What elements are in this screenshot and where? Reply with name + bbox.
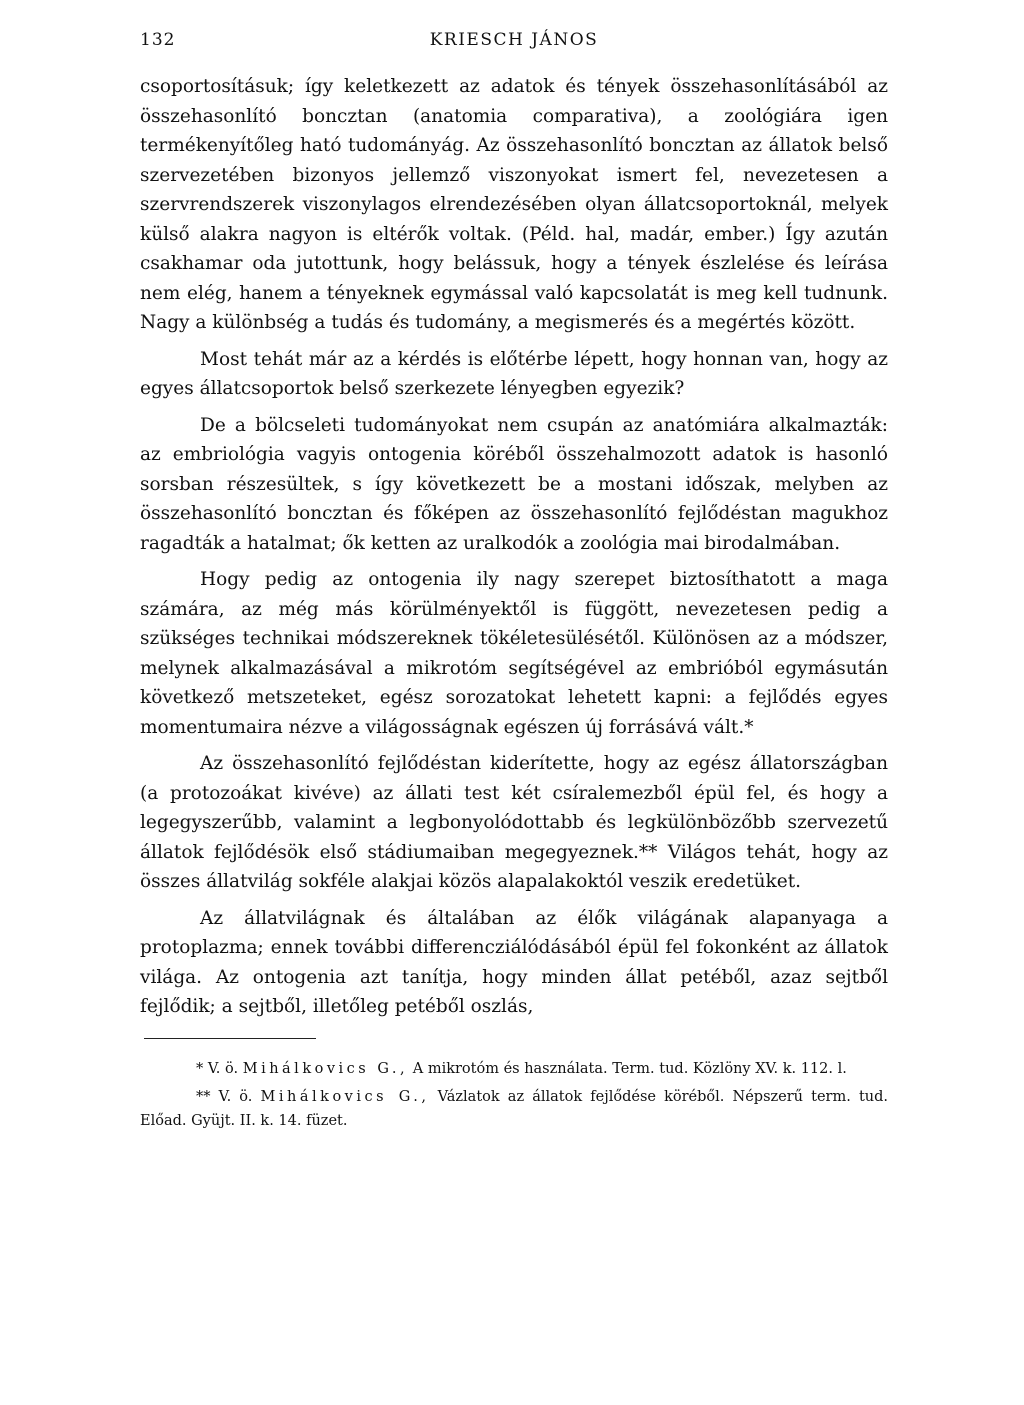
footnote-marker: ** V. ö.	[196, 1088, 253, 1105]
paragraph-continued: csoportosításuk; így keletkezett az adatok és tények összehasonlításából az összehasonlító boncztan (anatomia comparativa), a zoológiára igen termékenyítőleg ható tudományág. Az összehasonlító boncztan az állatok belső szervezetében bizonyos jellemző viszonyokat ismert fel, nevezetesen a szervrendszerek viszonylagos elrendezésében olyan állatcsoportoknál, melyek külső alakra nagyon is eltérők voltak. (Péld. hal, madár, ember.) Így azután csakhamar oda jutottunk, hogy belássuk, hogy a tények észlelése és leírása nem elég, hanem a tényeknek egymással való kapcsolatát is meg kell tudnunk. Nagy a különbség a tudás és tudomány, a megismerés és a megértés között.	[140, 76, 888, 333]
paragraph: Most tehát már az a kérdés is előtérbe lépett, hogy honnan van, hogy az egyes állatcsoportok belső szerkezete lényegben egyezik?	[140, 348, 888, 399]
running-title: KRIESCH JÁNOS	[429, 30, 599, 50]
paragraph: Az összehasonlító fejlődéstan kiderítette, hogy az egész állatországban (a protozoákat kivéve) az állati test két csíralemezből épül fel, és hogy a legegyszerűbb, valamint a legbonyolódottabb és legkülönbözőbb szervezetű állatok fejlődésök első stádiumaiban megegyeznek.** Világos tehát, hogy az összes állatvilág sokféle alakjai közös alapalakoktól veszik eredetüket.	[140, 753, 888, 892]
footnotes	[140, 1057, 888, 1133]
footnote-2	[140, 1085, 888, 1133]
book-page	[140, 30, 888, 1137]
running-head	[140, 30, 888, 64]
body-text	[140, 72, 888, 1022]
footnote-marker: * V. ö.	[196, 1060, 239, 1077]
footnote-author: Mihálkovics G.,	[242, 1060, 409, 1077]
paragraph: Az állatvilágnak és általában az élők világának alapanyaga a protoplazma; ennek további differencziálódásából épül fel fokonként az állatok világa. Az ontogenia azt tanítja, hogy minden állat petéből, azaz sejtből fejlődik; a sejtből, illetőleg petéből oszlás,	[140, 907, 888, 1017]
footnote-text: A mikrotóm és használata. Term. tud. Közlöny XV. k. 112. l.	[412, 1060, 847, 1077]
footnote-divider	[144, 1038, 316, 1039]
paragraph: De a bölcseleti tudományokat nem csupán az anatómiára alkalmazták: az embriológia vagyis ontogenia köréből összehalmozott adatok is hasonló sorsban részesültek, s így következett be a mostani időszak, melyben az összehasonlító boncztan és főképen az összehasonlító fejlődéstan magukhoz ragadták a hatalmat; ők ketten az uralkodók a zoológia mai birodalmában.	[140, 414, 888, 554]
footnote-author: Mihálkovics G.,	[260, 1088, 430, 1105]
footnote-text: Vázlatok az állatok fejlődése köréből. Népszerű term. tud. Előad. Gyüjt. II. k. 14. füzet.	[140, 1088, 889, 1129]
footnote-1	[140, 1057, 888, 1081]
page-number: 132	[140, 30, 176, 50]
paragraph: Hogy pedig az ontogenia ily nagy szerepet biztosíthatott a maga számára, az még más körülményektől is függött, nevezetesen pedig a szükséges technikai módszereknek tökéletesülésétől. Különösen az a módszer, melynek alkalmazásával a mikrotóm segítségével az embrióból egymásután következő metszeteket, egész sorozatokat lehetett kapni: a fejlődés egyes momentumaira nézve a világosságnak egészen új forrásává vált.*	[140, 569, 888, 738]
